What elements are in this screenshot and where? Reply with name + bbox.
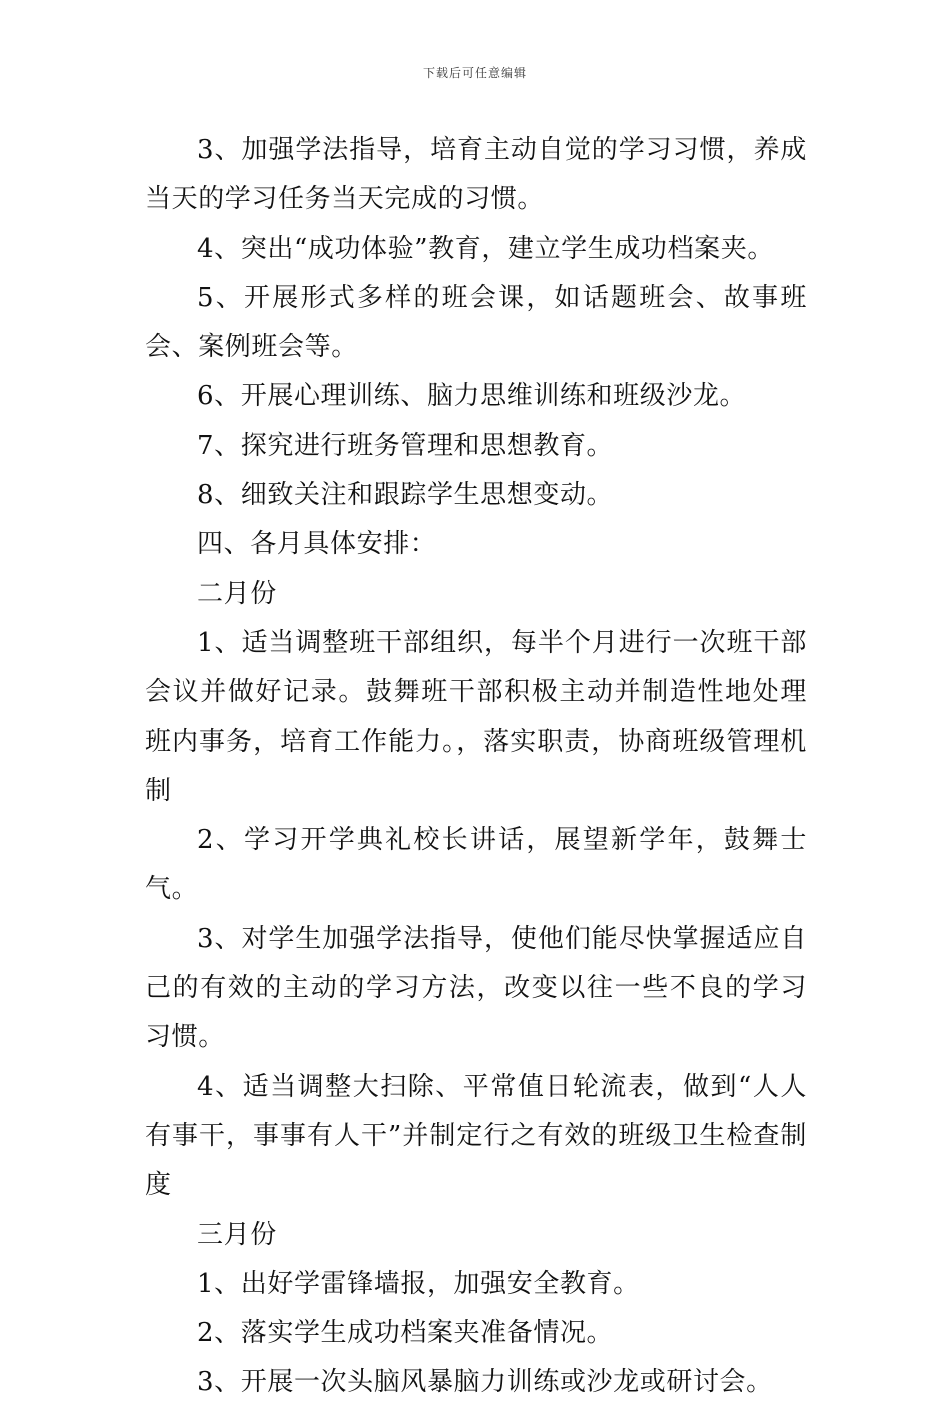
paragraph-item-7-management: 7、探究进行班务管理和思想教育。 <box>197 430 614 461</box>
month-heading-february: 二月份 <box>197 578 277 609</box>
paragraph-item-3-study-methods: 3、加强学法指导，培育主动自觉的学习习惯，养成当天的学习任务当天完成的习惯。 <box>145 135 807 215</box>
march-item-3: 3、开展一次头脑风暴脑力训练或沙龙或研讨会。 <box>197 1367 773 1398</box>
section-heading-monthly-plan: 四、各月具体安排： <box>197 529 437 560</box>
header-note: 下载后可任意编辑 <box>422 66 527 80</box>
paragraph-item-4-success-experience: 4、突出“成功体验”教育，建立学生成功档案夹。 <box>197 233 774 264</box>
february-item-1: 1、适当调整班干部组织，每半个月进行一次班干部会议并做好记录。鼓舞班干部积极主动并制造性地处理班内事务，培育工作能力。，落实职责，协商班级管理机制 <box>145 627 807 806</box>
paragraph-item-8-attention: 8、细致关注和跟踪学生思想变动。 <box>197 480 614 511</box>
march-item-1: 1、出好学雷锋墙报，加强安全教育。 <box>197 1268 640 1299</box>
february-item-4: 4、适当调整大扫除、平常值日轮流表，做到“人人有事干，事事有人干”并制定行之有效的班级卫生检查制度 <box>145 1071 807 1201</box>
paragraph-item-6-training: 6、开展心理训练、脑力思维训练和班级沙龙。 <box>197 381 747 412</box>
march-item-2: 2、落实学生成功档案夹准备情况。 <box>197 1318 614 1349</box>
paragraph-item-5-class-meetings: 5、开展形式多样的班会课，如话题班会、故事班会、案例班会等。 <box>145 282 807 363</box>
document-body <box>145 126 807 1408</box>
february-item-2: 2、学习开学典礼校长讲话，展望新学年，鼓舞士气。 <box>145 825 807 905</box>
february-item-3: 3、对学生加强学法指导，使他们能尽快掌握适应自己的有效的主动的学习方法，改变以往一些不良的学习习惯。 <box>145 923 807 1053</box>
month-heading-march: 三月份 <box>197 1219 277 1250</box>
